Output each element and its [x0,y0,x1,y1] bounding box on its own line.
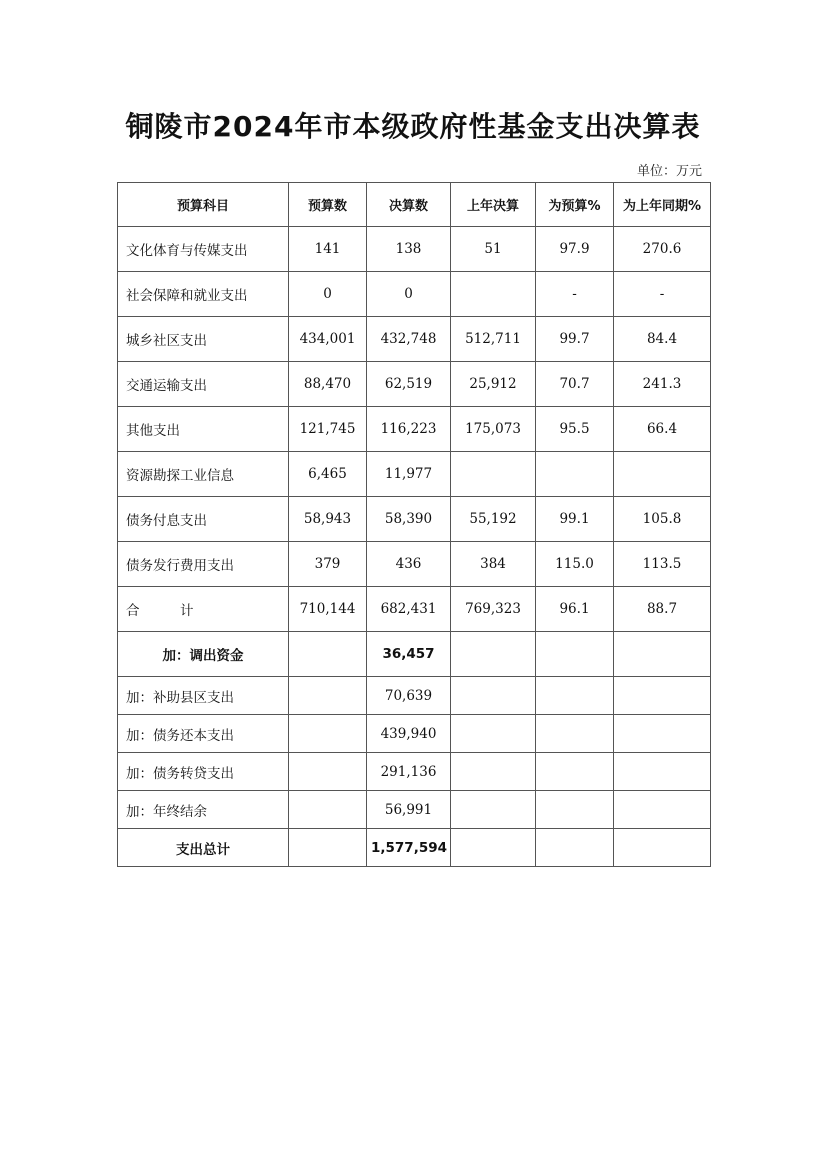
table-row [118,542,711,587]
table-row [118,497,711,542]
row-last-year [451,272,536,317]
empty-cell [536,715,614,753]
row-final: 11,977 [367,452,451,497]
empty-cell [614,829,711,867]
empty-cell [536,677,614,715]
extra-row [118,753,711,791]
row-pct-last-year: 241.3 [614,362,711,407]
header-subject: 预算科目 [118,183,289,227]
empty-cell [536,791,614,829]
total-final: 682,431 [367,587,451,632]
empty-cell [289,753,367,791]
header-pct-last-year: 为上年同期% [614,183,711,227]
empty-cell [536,753,614,791]
row-subject: 债务付息支出 [118,497,289,542]
row-budget: 58,943 [289,497,367,542]
row-pct-budget [536,452,614,497]
extra-row [118,677,711,715]
empty-cell [614,753,711,791]
header-pct-budget: 为预算% [536,183,614,227]
row-pct-budget: 115.0 [536,542,614,587]
extra-subject: 加：年终结余 [118,791,289,829]
row-budget: 121,745 [289,407,367,452]
unit-label: 单位：万元 [636,164,702,179]
row-pct-budget: 99.1 [536,497,614,542]
row-pct-last-year: 84.4 [614,317,711,362]
row-final: 58,390 [367,497,451,542]
row-pct-last-year: 66.4 [614,407,711,452]
row-budget: 88,470 [289,362,367,407]
row-last-year: 25,912 [451,362,536,407]
extra-subject: 加：债务转贷支出 [118,753,289,791]
grand-total-final: 1,577,594 [367,829,451,867]
empty-cell [614,715,711,753]
table-row [118,227,711,272]
row-budget: 6,465 [289,452,367,497]
empty-cell [536,829,614,867]
empty-cell [289,715,367,753]
empty-cell [451,829,536,867]
row-budget: 434,001 [289,317,367,362]
row-subject: 交通运输支出 [118,362,289,407]
row-pct-budget: - [536,272,614,317]
grand-total-subject: 支出总计 [118,829,289,867]
empty-cell [536,632,614,677]
row-pct-last-year: - [614,272,711,317]
row-final: 138 [367,227,451,272]
total-last-year: 769,323 [451,587,536,632]
total-pct-last-year: 88.7 [614,587,711,632]
row-final: 432,748 [367,317,451,362]
empty-cell [614,677,711,715]
empty-cell [289,677,367,715]
row-final: 436 [367,542,451,587]
table-row [118,272,711,317]
row-final: 116,223 [367,407,451,452]
total-pct-budget: 96.1 [536,587,614,632]
page-title: 铜陵市2024年市本级政府性基金支出决算表 [125,110,701,143]
extra-row [118,791,711,829]
table-row [118,452,711,497]
extra-subject: 加：补助县区支出 [118,677,289,715]
row-final: 0 [367,272,451,317]
row-subject: 资源勘探工业信息 [118,452,289,497]
row-pct-budget: 97.9 [536,227,614,272]
row-last-year: 384 [451,542,536,587]
empty-cell [289,632,367,677]
extra-row [118,715,711,753]
row-pct-last-year: 113.5 [614,542,711,587]
row-pct-budget: 70.7 [536,362,614,407]
header-final: 决算数 [367,183,451,227]
empty-cell [451,791,536,829]
row-last-year: 51 [451,227,536,272]
row-subject: 其他支出 [118,407,289,452]
table-row [118,317,711,362]
extra-final: 291,136 [367,753,451,791]
empty-cell [289,829,367,867]
transfer-out-row [118,632,711,677]
empty-cell [451,632,536,677]
row-subject: 债务发行费用支出 [118,542,289,587]
row-last-year: 175,073 [451,407,536,452]
empty-cell [451,677,536,715]
row-subject: 城乡社区支出 [118,317,289,362]
empty-cell [614,632,711,677]
empty-cell [289,791,367,829]
extra-subject: 加：债务还本支出 [118,715,289,753]
transfer-out-subject: 加：调出资金 [118,632,289,677]
row-pct-budget: 99.7 [536,317,614,362]
header-budget: 预算数 [289,183,367,227]
extra-final: 56,991 [367,791,451,829]
row-pct-last-year: 105.8 [614,497,711,542]
table-header-row [118,183,711,227]
empty-cell [451,753,536,791]
expenditure-table [117,182,711,867]
empty-cell [614,791,711,829]
row-last-year [451,452,536,497]
row-last-year: 55,192 [451,497,536,542]
row-budget: 141 [289,227,367,272]
total-subject: 合 计 [118,587,289,632]
row-last-year: 512,711 [451,317,536,362]
row-pct-last-year: 270.6 [614,227,711,272]
total-row [118,587,711,632]
row-subject: 社会保障和就业支出 [118,272,289,317]
transfer-out-final: 36,457 [367,632,451,677]
empty-cell [451,715,536,753]
header-last-year: 上年决算 [451,183,536,227]
row-budget: 0 [289,272,367,317]
table-row [118,362,711,407]
row-pct-last-year [614,452,711,497]
extra-final: 439,940 [367,715,451,753]
total-budget: 710,144 [289,587,367,632]
row-subject: 文化体育与传媒支出 [118,227,289,272]
table-row [118,407,711,452]
row-budget: 379 [289,542,367,587]
extra-final: 70,639 [367,677,451,715]
grand-total-row [118,829,711,867]
row-pct-budget: 95.5 [536,407,614,452]
row-final: 62,519 [367,362,451,407]
